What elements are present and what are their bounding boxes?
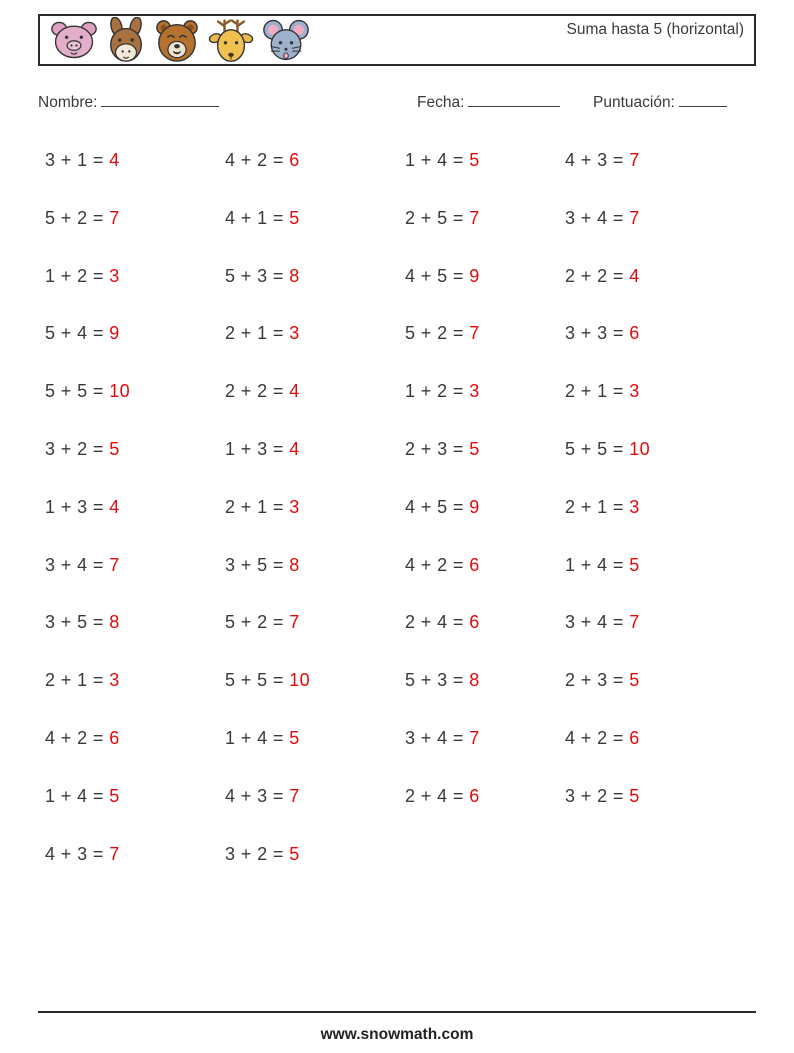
problem-expression: 3 + 4 = <box>565 207 630 228</box>
problem-expression: 2 + 3 = <box>565 670 630 691</box>
problem-answer: 3 <box>289 323 300 344</box>
problem-expression: 1 + 3 = <box>45 496 110 517</box>
problem <box>225 262 405 287</box>
problem <box>45 146 225 171</box>
problem <box>45 377 225 402</box>
problem-expression: 2 + 5 = <box>405 207 470 228</box>
problem-answer: 3 <box>289 496 300 517</box>
problem-answer: 9 <box>469 496 480 517</box>
name-blank <box>101 92 219 107</box>
problem <box>45 319 225 344</box>
problem <box>225 146 405 171</box>
date-blank <box>468 92 560 107</box>
problem-expression: 2 + 2 = <box>565 265 630 286</box>
problem <box>565 435 757 460</box>
problem-expression: 4 + 2 = <box>225 150 290 170</box>
problem <box>565 146 757 171</box>
problem <box>225 724 405 749</box>
problem <box>565 724 757 749</box>
problem-answer: 3 <box>629 381 640 402</box>
problem <box>225 493 405 518</box>
problem-expression: 1 + 4 = <box>565 554 630 575</box>
problem-answer: 3 <box>469 381 480 402</box>
problem-expression: 5 + 4 = <box>45 323 110 344</box>
problem-expression: 3 + 3 = <box>565 323 630 344</box>
problem-expression: 2 + 4 = <box>405 785 470 806</box>
problem-expression: 3 + 2 = <box>225 843 290 864</box>
date-field <box>417 92 560 112</box>
problem-expression: 3 + 4 = <box>405 727 470 748</box>
problem <box>45 666 225 691</box>
problem-answer: 7 <box>629 207 640 228</box>
problem <box>405 204 565 229</box>
problem-answer: 7 <box>109 207 120 228</box>
date-label: Fecha: <box>417 94 465 111</box>
problem-expression: 5 + 2 = <box>45 207 110 228</box>
problem-answer: 9 <box>109 323 120 344</box>
problem-answer: 5 <box>289 207 300 228</box>
problem-expression: 2 + 1 = <box>225 323 290 344</box>
problem <box>565 319 757 344</box>
problem-answer: 5 <box>109 785 120 806</box>
problem-expression: 5 + 3 = <box>225 265 290 286</box>
problem <box>225 608 405 633</box>
problem-expression: 3 + 5 = <box>45 612 110 633</box>
problem-answer: 5 <box>109 438 120 459</box>
problem-answer: 5 <box>469 150 480 170</box>
problem <box>405 608 565 633</box>
problem-answer: 8 <box>289 265 300 286</box>
problem-expression: 3 + 2 = <box>565 785 630 806</box>
problem-answer: 10 <box>629 438 651 459</box>
problem <box>225 666 405 691</box>
name-label: Nombre: <box>38 94 98 111</box>
problem <box>225 551 405 576</box>
problem-answer: 6 <box>469 785 480 806</box>
score-blank <box>679 92 727 107</box>
problem <box>565 782 757 807</box>
problem-expression: 4 + 5 = <box>405 496 470 517</box>
problem-answer: 6 <box>469 554 480 575</box>
problem <box>405 782 565 807</box>
problem <box>45 608 225 633</box>
animal-icon-row <box>50 16 310 64</box>
problem-expression: 5 + 5 = <box>45 381 110 402</box>
problem-answer: 6 <box>289 150 300 170</box>
problem-answer: 9 <box>469 265 480 286</box>
pig-icon <box>50 19 98 61</box>
problem-answer: 3 <box>629 496 640 517</box>
problem <box>225 782 405 807</box>
problem <box>405 377 565 402</box>
problem-answer: 5 <box>469 438 480 459</box>
problem-answer: 8 <box>109 612 120 633</box>
problem <box>565 551 757 576</box>
problem-answer: 5 <box>629 670 640 691</box>
problem-answer: 5 <box>289 843 300 864</box>
problem <box>405 493 565 518</box>
problem-answer: 4 <box>289 438 300 459</box>
problem-answer: 6 <box>469 612 480 633</box>
website-text: www.snowmath.com <box>320 1026 474 1043</box>
problem-answer: 7 <box>629 150 640 170</box>
problem-expression: 2 + 1 = <box>225 496 290 517</box>
problem-answer: 4 <box>109 150 120 170</box>
problem-answer: 5 <box>289 727 300 748</box>
problem <box>45 493 225 518</box>
problem <box>565 377 757 402</box>
problem <box>45 262 225 287</box>
problem-answer: 7 <box>629 612 640 633</box>
problem-expression: 5 + 5 = <box>565 438 630 459</box>
problem <box>45 435 225 460</box>
problem <box>405 262 565 287</box>
problem-answer: 8 <box>469 670 480 691</box>
problem-expression: 2 + 1 = <box>565 381 630 402</box>
problem-answer: 10 <box>109 381 131 402</box>
problem <box>225 840 405 865</box>
problem-expression: 5 + 5 = <box>225 670 290 691</box>
problem <box>565 262 757 287</box>
worksheet-title: Suma hasta 5 (horizontal) <box>566 21 744 38</box>
score-label: Puntuación: <box>593 94 675 111</box>
problem-expression: 1 + 3 = <box>225 438 290 459</box>
fields-row <box>0 92 794 116</box>
mouse-icon <box>262 18 310 62</box>
problem <box>565 493 757 518</box>
donkey-icon <box>105 17 147 63</box>
problem <box>565 608 757 633</box>
problem-expression: 2 + 1 = <box>45 670 110 691</box>
problem-expression: 2 + 2 = <box>225 381 290 402</box>
name-field <box>38 92 219 112</box>
problem <box>225 204 405 229</box>
problem-answer: 7 <box>109 843 120 864</box>
problem <box>565 666 757 691</box>
problem <box>565 204 757 229</box>
problem-expression: 1 + 2 = <box>405 381 470 402</box>
footer-divider <box>38 1011 756 1013</box>
problem-expression: 4 + 3 = <box>225 785 290 806</box>
problem-expression: 5 + 3 = <box>405 670 470 691</box>
problem-answer: 7 <box>469 207 480 228</box>
problem <box>45 551 225 576</box>
problem-expression: 4 + 3 = <box>565 150 630 170</box>
problem-expression: 1 + 4 = <box>45 785 110 806</box>
problem-answer: 4 <box>629 265 640 286</box>
problem-answer: 6 <box>629 727 640 748</box>
problem-expression: 4 + 3 = <box>45 843 110 864</box>
bear-icon <box>154 18 200 62</box>
problem-expression: 2 + 1 = <box>565 496 630 517</box>
problem <box>225 377 405 402</box>
header-box <box>38 14 756 66</box>
problem-expression: 4 + 2 = <box>405 554 470 575</box>
problem-answer: 8 <box>289 554 300 575</box>
problem <box>405 724 565 749</box>
problem <box>405 146 565 171</box>
problem <box>45 840 225 865</box>
problem-answer: 10 <box>289 670 311 691</box>
problem-expression: 4 + 1 = <box>225 207 290 228</box>
problem-answer: 3 <box>109 265 120 286</box>
problem <box>45 724 225 749</box>
problem-expression: 3 + 2 = <box>45 438 110 459</box>
problem-expression: 2 + 4 = <box>405 612 470 633</box>
problem-expression: 3 + 4 = <box>565 612 630 633</box>
problem-expression: 4 + 2 = <box>45 727 110 748</box>
deer-icon <box>207 16 255 64</box>
problem-answer: 6 <box>629 323 640 344</box>
problems-grid <box>45 146 757 897</box>
problem <box>45 204 225 229</box>
problem-answer: 7 <box>469 323 480 344</box>
problem-expression: 1 + 2 = <box>45 265 110 286</box>
problem <box>405 435 565 460</box>
problem <box>225 319 405 344</box>
score-field <box>593 92 727 112</box>
problem-answer: 5 <box>629 785 640 806</box>
problem <box>225 435 405 460</box>
problem <box>405 319 565 344</box>
problem-expression: 1 + 4 = <box>225 727 290 748</box>
problem-answer: 3 <box>109 670 120 691</box>
problem-answer: 7 <box>469 727 480 748</box>
problem-answer: 7 <box>289 612 300 633</box>
problem-answer: 4 <box>109 496 120 517</box>
problem-expression: 5 + 2 = <box>405 323 470 344</box>
problem <box>45 782 225 807</box>
problem-expression: 3 + 4 = <box>45 554 110 575</box>
problem-expression: 2 + 3 = <box>405 438 470 459</box>
problem-expression: 3 + 5 = <box>225 554 290 575</box>
problem <box>405 551 565 576</box>
problem-answer: 4 <box>289 381 300 402</box>
problem-answer: 6 <box>109 727 120 748</box>
problem-answer: 5 <box>629 554 640 575</box>
problem-answer: 7 <box>109 554 120 575</box>
problem-expression: 4 + 2 = <box>565 727 630 748</box>
problem-expression: 1 + 4 = <box>405 150 470 170</box>
problem <box>405 666 565 691</box>
problem-expression: 4 + 5 = <box>405 265 470 286</box>
problem-answer: 7 <box>289 785 300 806</box>
problem-expression: 5 + 2 = <box>225 612 290 633</box>
problem-expression: 3 + 1 = <box>45 150 110 170</box>
